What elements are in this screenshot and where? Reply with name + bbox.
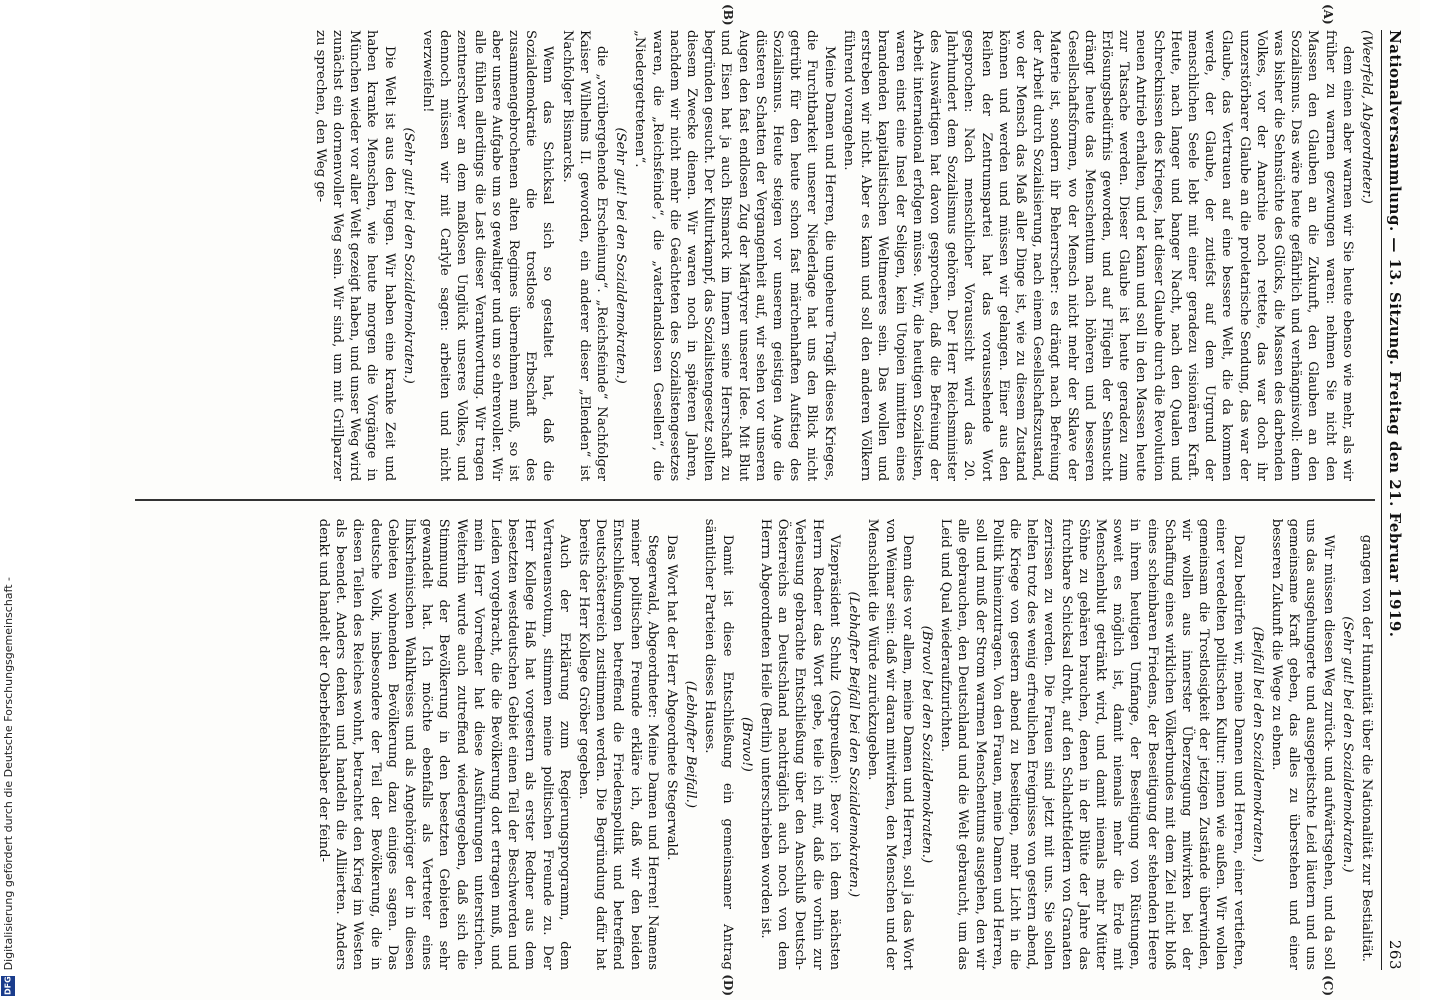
digitization-credit: Digitalisierung gefördert durch die Deutsche Forschungsgemeinschaft -: [2, 576, 15, 970]
paragraph: die „vorübergehende Erscheinung“. „Reichsfeinde“ Nachfolger Kaiser Wilhelms II. geworden, ein anderer dieser „Elenden“ ist Nachfolger Bismarcks.: [559, 30, 610, 482]
dfg-logo: DFG: [1, 976, 15, 996]
right-column: [135, 519, 1375, 970]
margin-marker-c: (C): [1321, 975, 1335, 996]
paragraph: Dazu bedürfen wir, meine Damen und Herren, einer vertieften, einer veredelten politischen Kultur: innen wie außen. Wir wollen gemeinsam die Trostlosigkeit der jetzigen Zustände überwinden, wir wollen aus innerster Überzeugung mitwirken bei der Schaffung eines wirklichen Völkerbundes mit dem Ziel nicht bloß eines scheinbaren Friedens, der Beseitigung der stehenden Heere in ihrem heutigen Umfange, der Beseitigung von Rüstungen, soweit es möglich ist, damit niemals mehr die Erde mit Menschenblut getränkt wird, und damit niemals mehr Mütter Söhne zu gebären brauchen, denen in der Blüte der Jahre das furchtbare Schicksal droht, auf den Schlachtfeldern von Granaten zerrissen zu werden. Die Frauen sind jetzt mit uns. Sie sollen helfen trotz des wenig erfreulichen Ereignisses von gestern abend, die Kriege von gestern abend zu beseitigen, mehr Licht in die Politik hineinzutragen. Von den Frauen, meine Damen und Herren, soll und muß der Strom warmen Menschentums ausgehen, den wir alle gebrauchen, den Deutschland und die Welt gebraucht, um das Leid und Qual wiederaufzurichten.: [938, 518, 1246, 970]
paragraph: Stegerwald, Abgeordneter: Meine Damen und Herren! Namens meiner politischen Freunde erkläre ich, daß wir den beiden Entschließungen betreffend die Friedenspolitik und betreffend Deutschösterreich zustimmen werden. Die Begründung dafür hat bereits der Herr Kollege Gröber gegeben.: [576, 518, 660, 970]
margin-marker-b: (B): [721, 4, 735, 26]
stage-direction: (Beifall bei den Sozialdemokraten.): [1249, 626, 1265, 863]
stage-direction: (Sehr gut! bei den Sozialdemokraten.): [1339, 616, 1355, 873]
paragraph: Wenn das Schicksal sich so gestaltet hat, daß die Sozialdemokratie die trostlose Erbschaft des zusammengebrochenen alten Regimes übernehmen muß, so ist aber unsere Aufgabe um so gewaltiger und um so ehrenvoller. Wir alle fühlen allerdings die Last dieser Verantwortung. Wir tragen zentnerschwer an dem maßlosen Unglück unseres Volkes, und dennoch müssen wir mit Carlyle sagen: arbeiten und nicht verzweifeln!: [420, 30, 556, 482]
page-header: [1381, 30, 1404, 970]
stage-direction: (Lebhafter Beifall.): [683, 680, 699, 808]
left-column: [135, 30, 1375, 481]
paragraph: Meine Damen und Herren, die ungeheure Tragik dieses Krieges, die Furchtbarkeit unserer Niederlage hat uns den Blick nicht getrübt für den heute schon fast märchenhaften Aufstieg des Sozialismus. Heute steigen vor unserem geistigen Auge die düsteren Schatten der Vergangenheit auf, wir sehen vor unseren Augen den fast endlosen Zug der Märtyrer unserer Idee. Mit Blut und Eisen hat ja auch Bismarck im Innern seine Herrschaft zu begründen gesucht. Der Kulturkampf, das Sozialistengesetz sollten diesem Zwecke dienen. Wir waren noch in späteren Jahren, nachdem wir nicht mehr die Geächteten des Sozialistengesetzes waren, die „Reichsfeinde“, die „vaterlandslosen Gesellen“, die „Niedergetretenen“.: [632, 30, 837, 482]
stage-direction: (Sehr gut! bei den Sozialdemokraten.): [613, 127, 629, 384]
stage-direction: (Bravo!): [738, 716, 754, 772]
column-divider: [135, 499, 1375, 501]
page-number: 263: [1386, 939, 1404, 970]
paragraph: Das Wort hat der Herr Abgeordnete Stegerwald.: [664, 534, 680, 861]
paragraph: Damit ist diese Entschließung ein gemeinsamer Antrag sämtlicher Parteien dieses Hauses.: [702, 518, 735, 970]
paragraph: Auch der Erklärung zum Regierungsprogramm, dem Vertrauensvotum, stimmen meine politischen Freunde zu. Der Herr Kollege Haß hat vorgestern als erster Redner aus dem besetzten westdeutschen Gebiet einen Teil der Beschwerden und Leiden vorgebracht, die die Bevölkerung dort ertragen muß, und mein Herr Vorredner hat diese Ausführungen unterstrichen. Weiterhin wurde auch zutreffend wiedergegeben, daß sich die Stimmung der Bevölkerung in den besetzten Gebieten sehr gewandelt hat. Ich möchte ebenfalls als Vertreter eines linksrheinischen Wahlkreises und als Angehöriger der in diesen Gebieten wohnenden Bevölkerung dazu einiges sagen. Das deutsche Volk, insbesondere der Teil der Bevölkerung, die in diesen Teilen des Reiches wohnt, betrachtet den Krieg im Westen als beendet. Anders denken und handeln die Alliierten. Anders denkt und handelt der Oberbefehlshaber der feind-: [316, 518, 572, 970]
page-header-title: Nationalversammlung. — 13. Sitzung. Freitag den 21. Februar 1919.: [1386, 30, 1404, 638]
paragraph: Wir müssen diesen Weg zurück- und aufwärtsgehen, und da soll uns das ausgehungerte und ausgepeitschte Leid läutern und uns gemeinsame Kraft geben, das alles zu überstehen und einer besseren Zukunft die Wege zu ebnen.: [1268, 518, 1336, 970]
stage-direction: (Bravo! bei den Sozialdemokraten.): [918, 625, 934, 864]
margin-marker-a: (A): [1321, 4, 1335, 25]
paragraph: Die Welt ist aus den Fugen. Wir haben eine kranke Zeit und haben kranke Menschen, wie heute morgen die Vorgänge in München wieder vor aller Welt gezeigt haben, und unser Weg wird zunächst ein dornenvoller Weg sein. Wir sind, um mit Grillparzer zu sprechen, den Weg ge-: [312, 30, 397, 482]
paragraph: gangen von der Humanität über die Nationalität zur Bestialität.: [1359, 534, 1374, 962]
text-columns: [135, 4, 1375, 996]
paragraph: Denn dies vor allem, meine Damen und Herren, soll ja das Wort von Weimar sein: daß wir daran mitwirken, den Menschen und der Menschheit die Würde zurückzugeben.: [865, 518, 915, 970]
newspaper-page: [90, 0, 1420, 1000]
side-credit-strip: [0, 0, 16, 1000]
paragraph: dem einen aber warnen wir Sie heute ebenso wie mehr, als wir früher zu warnen gezwungen waren: nehmen Sie nicht den Massen den Glauben an die Zukunft, den Glauben an den Sozialismus. Das wäre heute gefährlich und verhängnisvoll: denn was bisher die Sehnsüchte des Glücks, die Massen des darbenden Volkes, vor der Anarchie noch rettete, das war doch ihr unzerstörbarer Glaube an die proletarische Sendung, das war der Glaube, das Vertrauen auf eine bessere Welt, die da kommen werde, der Glaube, der zutiefst auf dem Urgrund der menschlichen Seele lebt mit einer geradezu visionären Kraft. Heute, nach langer und banger Nacht, nach den Qualen und Schrecknissen des Krieges, hat dieser Glaube durch die Revolution neuen Antrieb erhalten, und er kann und soll in den Massen heute zur Tatsache werden. Dieser Glaube ist heute geradezu zum Erlösungsbedürfnis geworden, und auf Flügeln der Sehnsucht drängt heute das Menschentum nach höheren und besseren Gesellschaftsformen, wo der Mensch nicht mehr der Sklave der Materie ist, sondern ihr Beherrscher: es drängt nach Befreiung der Arbeit durch Sozialisierung, nach einem Gesellschaftszustand, wo der Mensch das Maß aller Dinge ist, wie zu diesem Zustand können und werden und müssen wir gelangen. Einer aus den Reihen der Zentrumspartei hat das voraussehende Wort gesprochen: Nach menschlicher Voraussicht wird das 20. Jahrhundert dem Sozialismus gehören. Der Herr Reichsminister des Auswärtigen hat davon gesprochen, daß die Befreiung der Arbeit international erfolgen müsse. Wir, die heutigen Sozialisten, waren einst eine Insel der Seligen, kein Utopien inmitten eines brandenden kapitalistischen Weltmeeres sein. Das wollen und erstreben wir nicht. Aber es kann und soll den anderen Völkern führend vorangehen.: [840, 30, 1355, 482]
speaker-line: (Weerfeld, Abgeordneter.): [1359, 30, 1374, 204]
stage-direction: (Sehr gut! bei den Sozialdemokraten.): [400, 127, 416, 384]
margin-marker-d: (D): [721, 974, 735, 996]
paragraph: Vizepräsident Schulz (Ostpreußen): Bevor ich dem nächsten Herrn Redner das Wort gebe, teile ich mit, daß die vorhin zur Verlesung gebrachte Entschließung über den Anschluß Deutsch-Österreichs an Deutschland nachträglich auch noch von dem Herrn Abgeordneten Heile (Berlin) unterschrieben worden ist.: [758, 518, 842, 970]
stage-direction: (Lebhafter Beifall bei den Sozialdemokraten.): [846, 591, 862, 898]
